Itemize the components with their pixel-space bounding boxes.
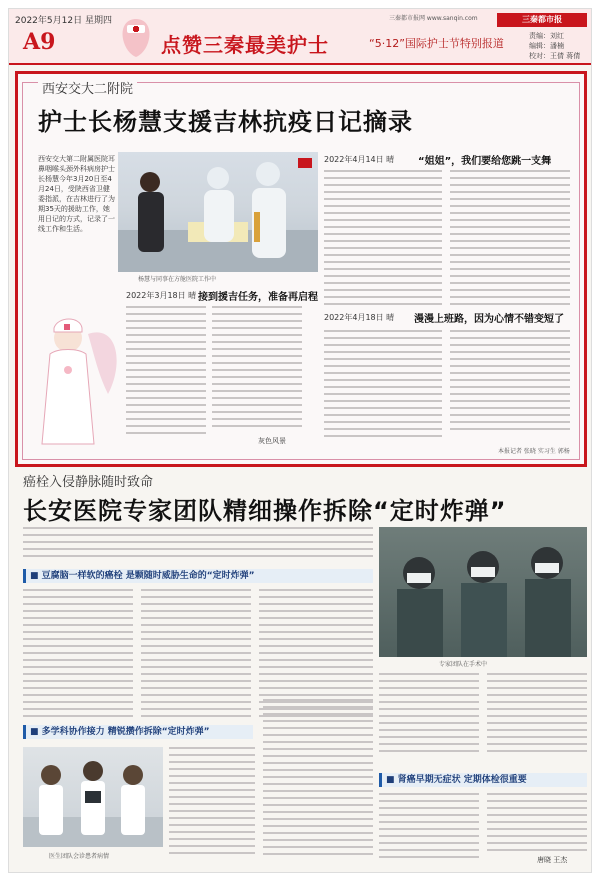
editor-credits bbox=[529, 31, 580, 61]
story2-text-col5 bbox=[487, 673, 587, 757]
page-number: A9 bbox=[23, 29, 56, 55]
entry2-text-col1 bbox=[324, 170, 442, 310]
section-title: 点赞三秦最美护士 bbox=[161, 33, 329, 57]
entry-date: 2022年4月18日 晴 bbox=[324, 313, 395, 322]
entry1-text-col1 bbox=[126, 306, 206, 439]
nurse-cap-icon bbox=[117, 15, 155, 59]
story1-photo-caption: 杨慧与同事在方舱医院工作中 bbox=[138, 276, 217, 283]
story2-text-col8 bbox=[379, 793, 479, 863]
story2-text-col2 bbox=[141, 589, 251, 722]
newspaper-logo: 三秦都市报 bbox=[497, 13, 587, 27]
story2-photo-caption: 专家团队在手术中 bbox=[439, 661, 488, 668]
story2-text-col7 bbox=[263, 699, 373, 860]
entry1-text-col2 bbox=[212, 306, 302, 432]
website-line: 三秦都市报网 www.sanqin.com bbox=[389, 15, 478, 22]
entry-title: “姐姐”，我们要给您跳一支舞 bbox=[418, 156, 552, 167]
entry3-text-col1 bbox=[324, 330, 442, 442]
story1-credit: 本报记者 张晓 实习生 郭杨 bbox=[498, 448, 570, 455]
entry1-signoff: 灰色风景 bbox=[258, 437, 286, 445]
story2-subhead-1: ■ 豆腐脑一样软的癌栓 是颗随时威胁生命的“定时炸弹” bbox=[23, 569, 373, 583]
story2-text-col4 bbox=[379, 673, 479, 757]
special-report: “5·12”国际护士节特别报道 bbox=[369, 37, 504, 50]
story2-kicker: 癌栓入侵静脉随时致命 bbox=[23, 475, 154, 490]
story2-photo3-caption: 医生团队会诊患者病情 bbox=[49, 853, 110, 860]
story2-lead bbox=[23, 527, 373, 562]
story2-text-col9 bbox=[487, 793, 587, 856]
photo-scene-icon bbox=[118, 152, 318, 272]
story1-intro: 西安交大第二附属医院耳鼻咽喉头颈外科病房护士长杨慧今年3月20日至4月24日，受陕西省卫健委指派，在吉林进行了为期35天的援助工作，她用日记的方式，记录了一线工作和生活。 bbox=[38, 155, 115, 233]
newspaper-page bbox=[8, 8, 592, 873]
masthead bbox=[9, 9, 592, 65]
entry-date: 2022年3月18日 晴 bbox=[126, 291, 197, 300]
story1-kicker: 西安交大二附院 bbox=[38, 78, 137, 97]
story1-headline: 护士长杨慧支援吉林抗疫日记摘录 bbox=[38, 108, 413, 136]
editor-line: 责编：刘红 bbox=[529, 32, 564, 40]
story2-subhead-2: ■ 多学科协作接力 精锐攒作拆除“定时炸弹” bbox=[23, 725, 253, 739]
story2-signoff: 唐晓 王杰 bbox=[537, 856, 568, 864]
doctors-scene-icon bbox=[23, 747, 163, 847]
entry-title: 漫漫上班路，因为心情不错变短了 bbox=[414, 314, 564, 325]
entry2-text-col2 bbox=[450, 170, 570, 310]
story2-subhead-3: ■ 肾癌早期无症状 定期体检很重要 bbox=[379, 773, 587, 787]
issue-date: 2022年5月12日 星期四 bbox=[15, 16, 112, 26]
entry-date: 2022年4月14日 晴 bbox=[324, 155, 395, 164]
entry-title: 接到援吉任务，准备再启程 bbox=[198, 292, 318, 303]
story2-text-col6 bbox=[169, 747, 255, 859]
editor-line: 校对：王倩 蒋倩 bbox=[529, 52, 581, 60]
story2-surgery-photo bbox=[379, 527, 587, 657]
surgery-scene-icon bbox=[379, 527, 587, 657]
story2-headline: 长安医院专家团队精细操作拆除“定时炸弹” bbox=[23, 497, 507, 525]
editor-line: 编辑：潘楠 bbox=[529, 42, 564, 50]
story-frame-highlight bbox=[15, 71, 587, 467]
story1-photo bbox=[118, 152, 318, 272]
story2-text-col1 bbox=[23, 589, 133, 722]
story2-consult-photo bbox=[23, 747, 163, 847]
entry3-text-col2 bbox=[450, 330, 570, 435]
nurse-angel-illustration bbox=[28, 304, 124, 454]
